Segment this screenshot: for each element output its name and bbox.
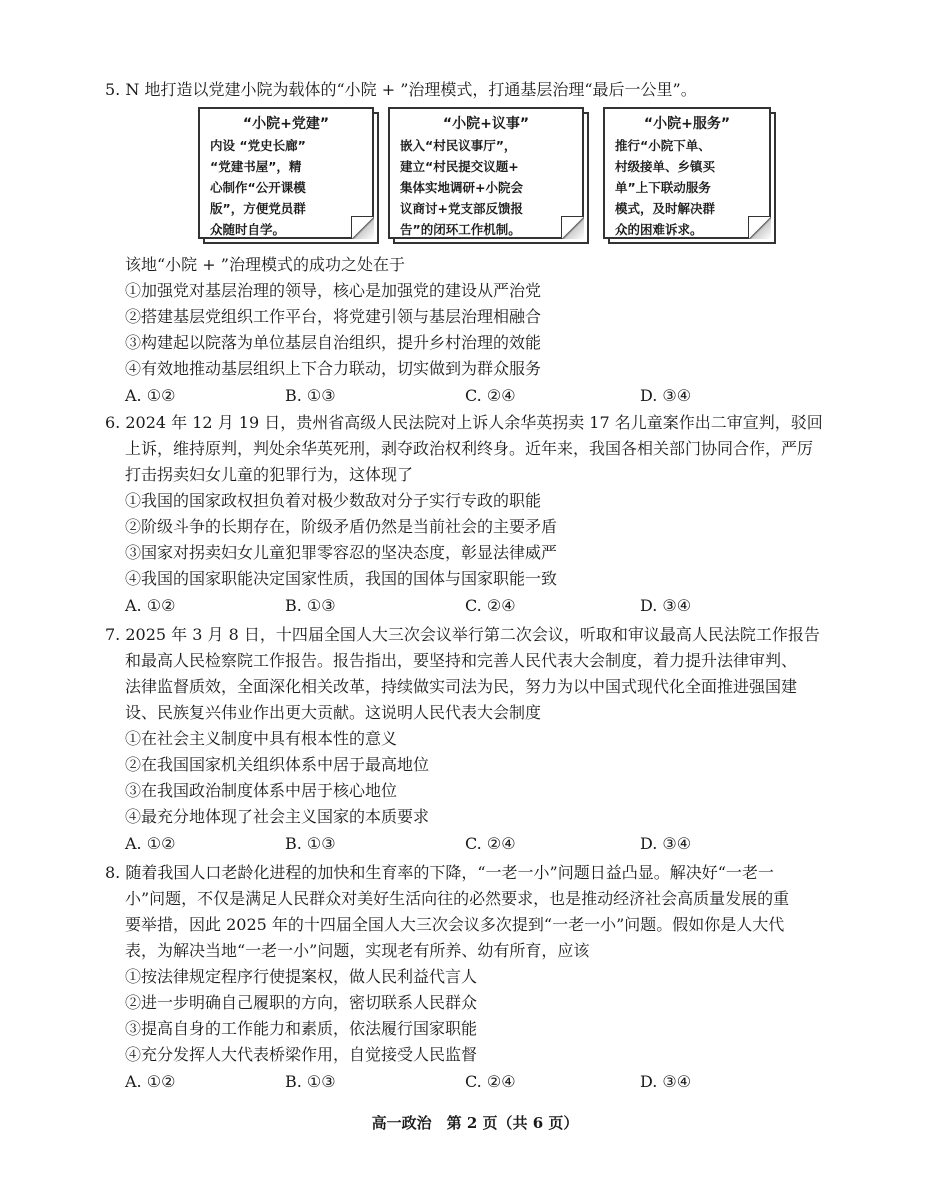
q7-stem-line-4: 设、民族复兴伟业作出更大贡献。这说明人民代表大会制度 <box>125 703 542 722</box>
page-curl-icon <box>351 216 374 239</box>
q5-choice-c: C. ②④ <box>465 386 516 405</box>
q7-choice-c: C. ②④ <box>465 834 516 853</box>
q5-option-3: ③构建起以院落为单位基层自治组织，提升乡村治理的效能 <box>125 333 542 352</box>
q8-stem-line-2: 小”问题，不仅是满足人民群众对美好生活向往的必然要求，也是推动经济社会高质量发展的重 <box>125 889 790 908</box>
q5-choice-d: D. ③④ <box>640 386 692 405</box>
q6-choice-d: D. ③④ <box>640 596 692 615</box>
q6-choice-a: A. ①② <box>125 596 176 615</box>
q6-option-2: ②阶级斗争的长期存在，阶级矛盾仍然是当前社会的主要矛盾 <box>125 517 558 536</box>
q6-stem-line-1: 6. 2024 年 12 月 19 日，贵州省高级人民法院对上诉人余华英拐卖 17 名儿童案作出二审宣判，驳回 <box>105 413 823 432</box>
q8-stem-line-1: 8. 随着我国人口老龄化进程的加快和生育率的下降，“一老一小”问题日益凸显。解决好“一老一 <box>105 863 774 882</box>
q8-choice-c: C. ②④ <box>465 1072 516 1091</box>
q6-option-3: ③国家对拐卖妇女儿童犯罪零容忍的坚决态度，彰显法律威严 <box>125 543 558 562</box>
q5-question: 该地“小院 + ”治理模式的成功之处在于 <box>125 255 405 274</box>
q5-option-4: ④有效地推动基层组织上下合力联动，切实做到为群众服务 <box>125 359 542 378</box>
q8-choice-b: B. ①③ <box>285 1072 336 1091</box>
q6-choice-c: C. ②④ <box>465 596 516 615</box>
page-curl-icon <box>748 216 771 239</box>
q6-choice-b: B. ①③ <box>285 596 336 615</box>
q8-choice-d: D. ③④ <box>640 1072 692 1091</box>
q8-stem-line-3: 要举措，因此 2025 年的十四届全国人大三次会议多次提到“一老一小”问题。假如你是人大代 <box>125 915 785 934</box>
q8-option-1: ①按法律规定程序行使提案权，做人民利益代言人 <box>125 967 478 986</box>
q5-choice-b: B. ①③ <box>285 386 336 405</box>
q5-card-1-body: 内设 “党史长廊” “党建书屋”，精 心制作“公开课模 版”，方便党员群 众随时自学。 <box>210 138 306 237</box>
page-curl-icon <box>561 216 584 239</box>
q6-option-1: ①我国的国家政权担负着对极少数敌对分子实行专政的职能 <box>125 491 542 510</box>
q5-option-2: ②搭建基层党组织工作平台，将党建引领与基层治理相融合 <box>125 307 542 326</box>
q7-choice-d: D. ③④ <box>640 834 692 853</box>
q8-option-2: ②进一步明确自己履职的方向，密切联系人民群众 <box>125 993 478 1012</box>
q8-option-3: ③提高自身的工作能力和素质，依法履行国家职能 <box>125 1019 478 1038</box>
q7-choice-a: A. ①② <box>125 834 176 853</box>
q7-option-4: ④最充分地体现了社会主义国家的本质要求 <box>125 807 430 826</box>
q5-choices <box>125 385 845 407</box>
q5-card-2-title: “小院+议事” <box>442 116 530 132</box>
q5-card-1-title: “小院+党建” <box>242 116 330 132</box>
q7-option-2: ②在我国国家机关组织体系中居于最高地位 <box>125 755 430 774</box>
q5-choice-a: A. ①② <box>125 386 176 405</box>
q8-choice-a: A. ①② <box>125 1072 176 1091</box>
q6-stem-line-3: 打击拐卖妇女儿童的犯罪行为，这体现了 <box>125 465 414 484</box>
q5-card-3-body: 推行“小院下单、 村级接单、乡镇买 单”上下联动服务 模式，及时解决群 众的困难诉求。 <box>615 138 716 237</box>
q6-choices <box>125 595 845 617</box>
q8-choices <box>125 1071 845 1093</box>
q7-choice-b: B. ①③ <box>285 834 336 853</box>
q5-card-2-body: 嵌入“村民议事厅”， 建立“村民提交议题+ 集体实地调研+小院会 议商讨+党支部反馈报 告”的闭环工作机制。 <box>400 138 523 237</box>
q7-stem-line-1: 7. 2025 年 3 月 8 日，十四届全国人大三次会议举行第二次会议，听取和审议最高人民法院工作报告 <box>105 625 820 644</box>
q8-option-4: ④充分发挥人大代表桥梁作用，自觉接受人民监督 <box>125 1045 478 1064</box>
q7-option-3: ③在我国政治制度体系中居于核心地位 <box>125 781 398 800</box>
q5-option-1: ①加强党对基层治理的领导，核心是加强党的建设从严治党 <box>125 281 542 300</box>
q7-choices <box>125 833 845 855</box>
page-footer: 高一政治 第 2 页（共 6 页） <box>371 1114 579 1132</box>
q7-stem-line-2: 和最高人民检察院工作报告。报告指出，要坚持和完善人民代表大会制度，着力提升法律审判、 <box>125 651 798 670</box>
q8-stem-line-4: 表，为解决当地“一老一小”问题，实现老有所养、幼有所育，应该 <box>125 941 590 960</box>
q5-card-3-title: “小院+服务” <box>643 116 731 132</box>
q6-stem-line-2: 上诉，维持原判，判处余华英死刑，剥夺政治权利终身。近年来，我国各相关部门协同合作，严厉 <box>125 439 814 458</box>
q7-stem-line-3: 法律监督质效，全面深化相关改革，持续做实司法为民，努力为以中国式现代化全面推进强国建 <box>125 677 798 696</box>
q5-stem: 5. N 地打造以党建小院为载体的“小院 + ”治理模式，打通基层治理“最后一公里”。 <box>105 80 697 99</box>
q7-option-1: ①在社会主义制度中具有根本性的意义 <box>125 729 398 748</box>
q6-option-4: ④我国的国家职能决定国家性质，我国的国体与国家职能一致 <box>125 569 558 588</box>
